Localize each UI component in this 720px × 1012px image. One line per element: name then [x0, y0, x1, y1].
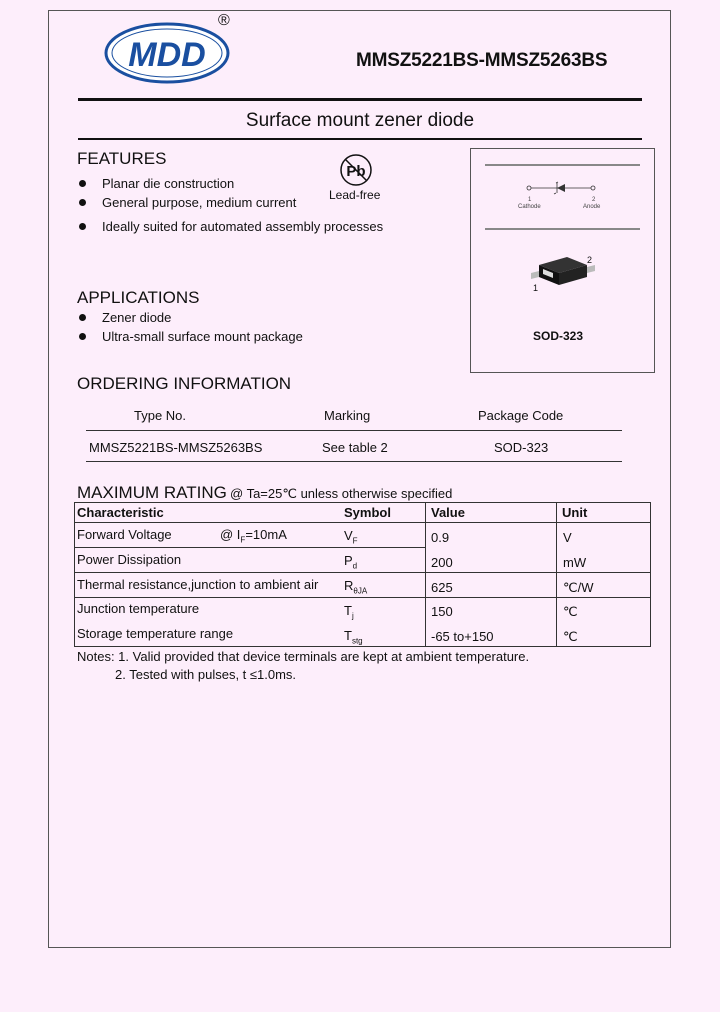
max-rating-condition: @ Ta=25℃ unless otherwise specified — [230, 486, 453, 501]
ordering-rule — [86, 461, 622, 462]
diode-symbol-icon — [513, 179, 613, 199]
table-cell-value: 625 — [431, 580, 453, 595]
table-header: Unit — [562, 505, 588, 520]
table-rule — [74, 572, 650, 573]
table-vline — [650, 502, 651, 647]
pin1-label: 1 — [528, 197, 532, 203]
package-name: SOD-323 — [533, 329, 584, 343]
application-item: Ultra-small surface mount package — [102, 329, 303, 344]
table-cell-unit: ℃/W — [563, 580, 594, 595]
ordering-cell: See table 2 — [322, 440, 388, 455]
table-cell-value: 0.9 — [431, 530, 450, 545]
registered-mark: ® — [218, 12, 230, 29]
pkg-pin2-label: 2 — [587, 255, 593, 265]
table-cell-unit: ℃ — [563, 604, 578, 619]
table-cell-unit: ℃ — [563, 629, 578, 644]
table-vline — [74, 502, 75, 647]
ordering-header: Marking — [324, 408, 371, 423]
table-cell-char: Storage temperature range — [77, 626, 234, 641]
table-rule — [74, 522, 650, 523]
note-2: 2. Tested with pulses, t ≤1.0ms. — [115, 667, 297, 682]
feature-item: Planar die construction — [102, 176, 235, 191]
mdd-logo — [104, 22, 230, 84]
table-cell-symbol: $V_F$ — [344, 528, 358, 546]
table-vline — [556, 502, 557, 647]
table-cell-value: 150 — [431, 604, 453, 619]
table-rule — [74, 502, 650, 503]
ordering-title: ORDERING INFORMATION — [77, 374, 292, 393]
features-title: FEATURES — [77, 149, 167, 168]
forward-condition: @ $I_F=10mA$ — [220, 527, 287, 545]
ordering-cell: MMSZ5221BS-MMSZ5263BS — [89, 440, 263, 455]
table-rule — [74, 646, 650, 647]
table-cell-symbol: $R_{\theta JA}$ — [344, 578, 368, 596]
package-box — [470, 148, 655, 373]
table-header: Symbol — [344, 505, 391, 520]
ordering-header: Type No. — [134, 408, 187, 423]
anode-label: Anode — [583, 204, 601, 210]
note-1: Notes: 1. Valid provided that device terminals are kept at ambient temperature. — [77, 649, 530, 664]
lead-free-icon — [336, 151, 376, 189]
feature-item: General purpose, medium current — [102, 195, 297, 210]
max-rating-title: MAXIMUM RATING — [77, 483, 227, 502]
table-cell-unit: mW — [563, 555, 587, 570]
table-rule — [74, 597, 650, 598]
applications-title: APPLICATIONS — [77, 288, 200, 307]
table-cell-value: -65 to+150 — [431, 629, 494, 644]
table-header: Characteristic — [77, 505, 164, 520]
package-rule — [485, 228, 640, 230]
table-vline — [425, 502, 426, 647]
ordering-header: Package Code — [478, 408, 564, 423]
table-rule — [74, 547, 425, 548]
feature-item: Ideally suited for automated assembly processes — [102, 219, 384, 234]
table-cell-value: 200 — [431, 555, 453, 570]
top-rule — [78, 98, 642, 101]
package-rule — [485, 164, 640, 166]
lead-free-label: Lead-free — [329, 188, 381, 202]
pkg-pin1-label: 1 — [533, 283, 539, 293]
table-header: Value — [431, 505, 465, 520]
table-cell-symbol: $P_d$ — [344, 553, 358, 571]
logo-text: MDD — [128, 36, 206, 74]
page-subtitle: Surface mount zener diode — [245, 110, 475, 131]
table-cell-char: Power Dissipation — [77, 552, 182, 567]
pin2-label: 2 — [592, 197, 596, 203]
application-item: Zener diode — [102, 310, 172, 325]
table-cell-char: Forward Voltage — [77, 527, 172, 542]
table-cell-char: Thermal resistance,junction to ambient air — [77, 577, 319, 592]
ordering-cell: SOD-323 — [494, 440, 549, 455]
part-number: MMSZ5221BS-MMSZ5263BS — [356, 50, 608, 71]
ordering-rule — [86, 430, 622, 431]
cathode-label: Cathode — [518, 204, 541, 210]
table-cell-symbol: $T_{stg}$ — [344, 628, 363, 646]
table-cell-char: Junction temperature — [77, 601, 200, 616]
subtitle-rule — [78, 138, 642, 140]
table-cell-symbol: $T_j$ — [344, 603, 354, 621]
table-cell-unit: V — [563, 530, 572, 545]
lead-symbol: Pb — [346, 163, 366, 180]
